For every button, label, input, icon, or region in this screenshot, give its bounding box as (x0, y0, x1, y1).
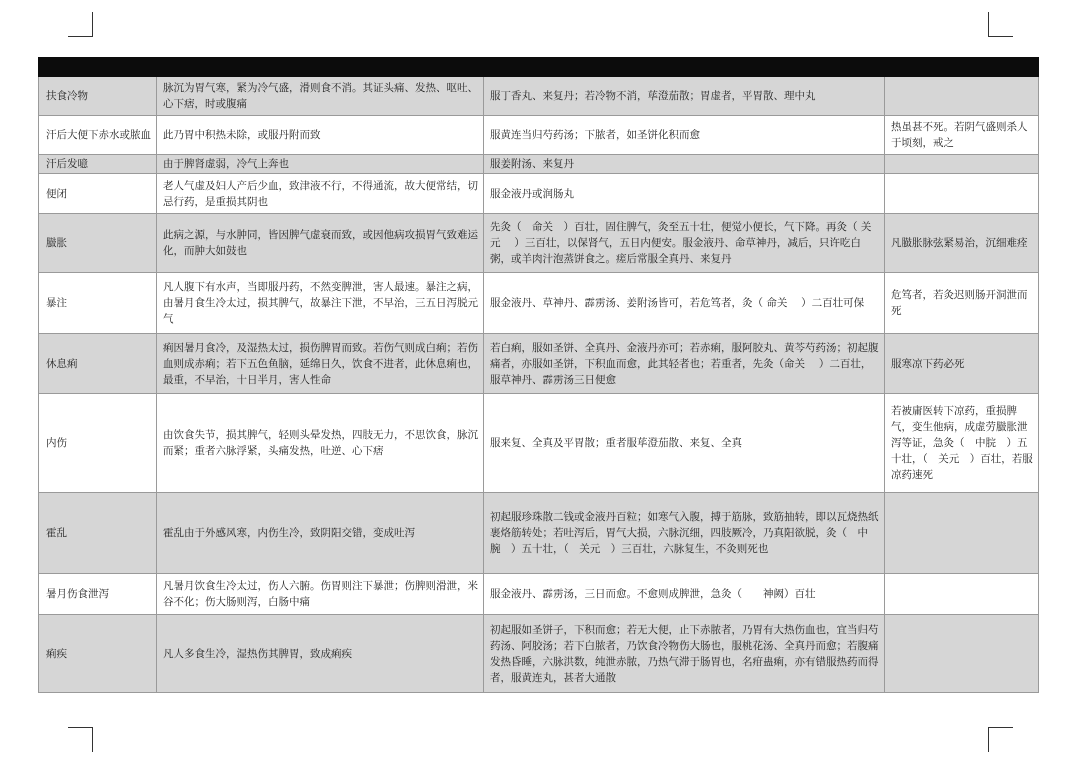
cell-cause: 凡人腹下有水声，当即服丹药，不然变脾泄，害人最速。暴注之病，由暑月食生冷太过，损其脾气，故暴注下泄，不早治，三五日泻脱元气 (157, 273, 484, 334)
cell-treatment: 服姜附汤、来复丹 (484, 155, 885, 174)
table-row (39, 214, 1039, 273)
cell-note (885, 574, 1039, 615)
cell-note: 凡臌胀脉弦紧易治，沉细难痊 (885, 214, 1039, 273)
cell-cause: 由于脾肾虚弱，冷气上奔也 (157, 155, 484, 174)
table-row (39, 574, 1039, 615)
cell-condition: 扶食冷物 (39, 77, 157, 116)
table-header-row (39, 58, 1039, 77)
cell-condition: 暴注 (39, 273, 157, 334)
cell-cause: 凡暑月饮食生冷太过，伤人六腑。伤胃则注下暴泄；伤脾则滑泄，米谷不化；伤大肠则泻，白肠中痛 (157, 574, 484, 615)
cell-note (885, 155, 1039, 174)
cell-treatment: 先灸（ 命关 ）百壮，固住脾气，灸至五十壮，便觉小便长，气下降。再灸（ 关元 ）三百壮，以保肾气，五日内便安。服金液丹、命草神丹，减后，只许吃白粥，或羊肉汁泡蒸饼食之。瘥后常服全真丹、来复丹 (484, 214, 885, 273)
cell-cause: 由饮食失节，损其脾气，轻则头晕发热，四肢无力，不思饮食，脉沉而紧；重者六脉浮紧，头痛发热，吐逆、心下痞 (157, 394, 484, 493)
cell-treatment: 服来复、全真及平胃散；重者服荜澄茄散、来复、全真 (484, 394, 885, 493)
cell-condition: 内伤 (39, 394, 157, 493)
table-row (39, 334, 1039, 394)
cell-note (885, 493, 1039, 574)
cell-condition: 霍乱 (39, 493, 157, 574)
cell-condition: 休息痢 (39, 334, 157, 394)
table-row (39, 273, 1039, 334)
cell-note: 热虽甚不死。若阴气盛则杀人于顷刻，戒之 (885, 116, 1039, 155)
crop-mark-bottom-left (68, 727, 93, 752)
cell-note: 若被庸医转下凉药，重损脾气，变生他病，成虚劳臌胀泄泻等证，急灸（ 中脘 ）五十壮，（ 关元 ）百壮，若服凉药速死 (885, 394, 1039, 493)
cell-note (885, 174, 1039, 214)
crop-mark-top-left (68, 12, 93, 37)
table-row (39, 615, 1039, 693)
header-cell-name (39, 58, 157, 77)
cell-note: 危笃者，若灸迟则肠开洞泄而死 (885, 273, 1039, 334)
cell-treatment: 服金液丹、霹雳汤，三日而愈。不愈则成脾泄，急灸（ 神阙）百壮 (484, 574, 885, 615)
cell-condition: 暑月伤食泄泻 (39, 574, 157, 615)
header-cell-note (885, 58, 1039, 77)
cell-treatment: 服金液丹或润肠丸 (484, 174, 885, 214)
cell-cause: 此病之源，与水肿同，皆因脾气虚衰而致，或因他病攻损胃气致难运化，而肿大如鼓也 (157, 214, 484, 273)
cell-condition: 便闭 (39, 174, 157, 214)
cell-treatment: 初起服珍珠散二钱或金液丹百粒；如寒气入腹，搏于筋脉，致筋抽转，即以瓦烧热纸裹烙筋转处；若吐泻后，胃气大损，六脉沉细，四肢厥冷，乃真阳欲脱，灸（ 中腕 ）五十壮，（ 关元 ）三百壮，六脉复生，不灸则死也 (484, 493, 885, 574)
cell-note (885, 77, 1039, 116)
table-row (39, 174, 1039, 214)
cell-cause: 老人气虚及妇人产后少血，致津液不行，不得通流，故大便常结，切忌行药，是重损其阴也 (157, 174, 484, 214)
table-row (39, 116, 1039, 155)
header-cell-treatment (484, 58, 885, 77)
table-row (39, 77, 1039, 116)
cell-cause: 凡人多食生冷，湿热伤其脾胃，致成痢疾 (157, 615, 484, 693)
cell-cause: 此乃胃中积热未除，或服丹附而致 (157, 116, 484, 155)
crop-mark-bottom-right (988, 727, 1013, 752)
table-row (39, 155, 1039, 174)
remedy-table (38, 57, 1039, 693)
cell-condition: 汗后大便下赤水或脓血 (39, 116, 157, 155)
cell-treatment: 服丁香丸、来复丹；若冷物不消，荜澄茄散；胃虚者，平胃散、理中丸 (484, 77, 885, 116)
cell-treatment: 服金液丹、草神丹、霹雳汤、姜附汤皆可，若危笃者，灸（ 命关 ）二百壮可保 (484, 273, 885, 334)
cell-condition: 痢疾 (39, 615, 157, 693)
cell-cause: 脉沉为胃气寒，紧为冷气盛，滑则食不消。其证头痛、发热、呕吐、心下痞，时或腹痛 (157, 77, 484, 116)
cell-treatment: 初起服如圣饼子，下积而愈；若无大便，止下赤脓者，乃胃有大热伤血也，宜当归芍药汤、阿胶汤；若下白脓者，乃饮食冷物伤大肠也，服桃花汤、全真丹而愈；若腹痛发热昏睡，六脉洪数，纯泄赤脓，乃热气滞于肠胃也，名疳蛊痢，亦有错服热药而得者，服黄连丸，甚者大通散 (484, 615, 885, 693)
cell-cause: 痢因暑月食冷，及湿热太过，损伤脾胃而致。若伤气则成白痢；若伤血则成赤痢；若下五色鱼脑，延绵日久，饮食不进者，此休息痢也，最重，不早治，十日半月，害人性命 (157, 334, 484, 394)
cell-condition: 汗后发噫 (39, 155, 157, 174)
cell-cause: 霍乱由于外感风寒，内伤生冷，致阴阳交错，变成吐泻 (157, 493, 484, 574)
cell-condition: 臌胀 (39, 214, 157, 273)
header-cell-cause (157, 58, 484, 77)
cell-treatment: 若白痢，服如圣饼、全真丹、金液丹亦可；若赤痢，服阿胶丸、黄芩芍药汤；初起腹痛者，亦服如圣饼，下积血而愈，此其轻者也；若重者，先灸（命关 ）二百壮，服草神丹、霹雳汤三日便愈 (484, 334, 885, 394)
cell-note (885, 615, 1039, 693)
table-row (39, 394, 1039, 493)
cell-treatment: 服黄连当归芍药汤；下脓者，如圣饼化积而愈 (484, 116, 885, 155)
cell-note: 服寒凉下药必死 (885, 334, 1039, 394)
table-row (39, 493, 1039, 574)
crop-mark-top-right (988, 12, 1013, 37)
